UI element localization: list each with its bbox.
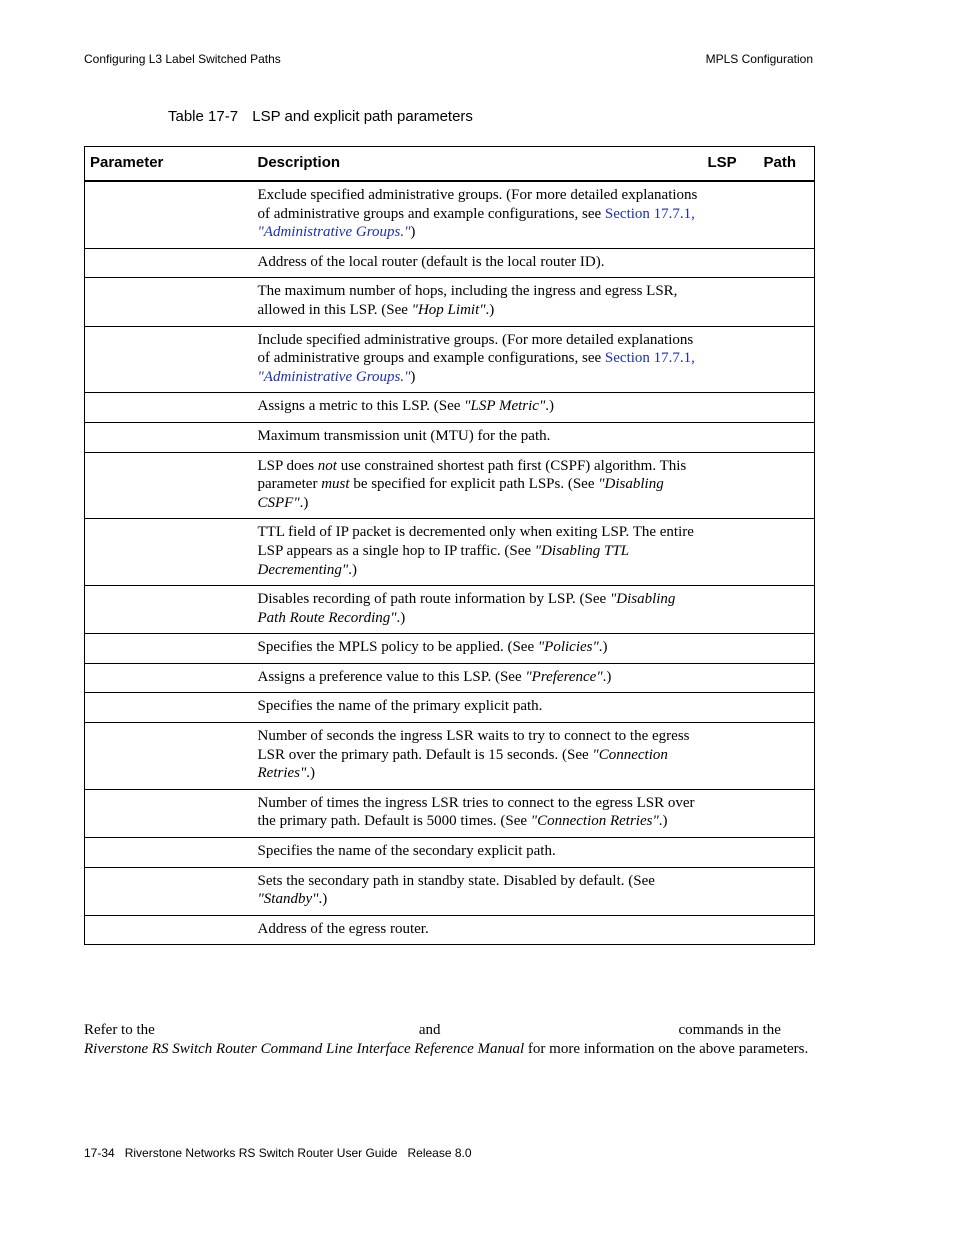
running-header-right: MPLS Configuration <box>705 52 813 66</box>
parameter-cell <box>85 663 253 693</box>
description-text: Sets the secondary path in standby state. Disabled by default. (See <box>257 872 655 889</box>
path-cell <box>759 663 815 693</box>
description-text: .) <box>299 494 309 511</box>
table-row <box>85 452 815 519</box>
emphasis-text: must <box>321 476 350 493</box>
lsp-cell <box>703 867 759 915</box>
lsp-cell <box>703 422 759 452</box>
page-number: 17-34 <box>84 1146 115 1160</box>
manual-title: Riverstone RS Switch Router Command Line Interface Reference Manual <box>84 1040 525 1057</box>
description-cell <box>253 586 703 634</box>
emphasis-text: not <box>317 457 337 474</box>
description-text: Specifies the MPLS policy to be applied. (See <box>257 639 538 656</box>
parameter-cell <box>85 915 253 945</box>
description-text: LSP does <box>257 457 318 474</box>
description-cell <box>253 634 703 664</box>
path-cell <box>759 867 815 915</box>
parameter-cell <box>85 789 253 837</box>
path-cell <box>759 915 815 945</box>
description-text: Maximum transmission unit (MTU) for the path. <box>257 427 551 444</box>
table-row <box>85 181 815 248</box>
section-link-title[interactable]: "Administrative Groups." <box>257 224 411 241</box>
description-text: Address of the local router (default is the local router ID). <box>257 253 605 270</box>
lsp-cell <box>703 723 759 790</box>
table-row <box>85 838 815 868</box>
description-cell <box>253 248 703 278</box>
lsp-cell <box>703 915 759 945</box>
table-row <box>85 278 815 326</box>
description-text: The maximum number of hops, including the ingress and egress LSR, allowed in this LSP. (See <box>257 283 678 318</box>
description-text: ) <box>410 368 416 385</box>
column-header-lsp: LSP <box>703 147 759 182</box>
lsp-cell <box>703 634 759 664</box>
description-text: be specified for explicit path LSPs. (See <box>349 476 599 493</box>
description-text: .) <box>348 561 357 578</box>
column-header-description: Description <box>253 147 703 182</box>
lsp-cell <box>703 248 759 278</box>
reference-text: "Connection Retries" <box>257 746 668 782</box>
description-cell <box>253 326 703 393</box>
reference-text: "Disabling CSPF" <box>257 476 664 511</box>
path-cell <box>759 586 815 634</box>
footer-text: Riverstone Networks RS Switch Router User Guide Release 8.0 <box>124 1146 472 1160</box>
section-link-title[interactable]: "Administrative Groups." <box>257 368 411 385</box>
description-cell <box>253 393 703 423</box>
description-text: .) <box>306 765 316 782</box>
description-cell <box>253 838 703 868</box>
table-row <box>85 663 815 693</box>
description-text: use constrained shortest path first (CSPF) algorithm. This parameter <box>257 457 687 493</box>
parameters-table <box>84 146 815 945</box>
description-cell <box>253 181 703 248</box>
parameter-cell <box>85 326 253 393</box>
path-cell <box>759 693 815 723</box>
body-text: Refer to the <box>84 1022 155 1038</box>
table-row <box>85 586 815 634</box>
path-cell <box>759 789 815 837</box>
path-cell <box>759 181 815 248</box>
parameter-cell <box>85 278 253 326</box>
path-cell <box>759 422 815 452</box>
description-cell <box>253 452 703 519</box>
lsp-cell <box>703 326 759 393</box>
description-text: Specifies the name of the secondary explicit path. <box>257 843 556 860</box>
body-text: and <box>418 1022 441 1038</box>
parameter-cell <box>85 422 253 452</box>
table-row <box>85 723 815 790</box>
lsp-cell <box>703 519 759 586</box>
lsp-cell <box>703 586 759 634</box>
path-cell <box>759 248 815 278</box>
body-text: commands in the <box>678 1022 781 1038</box>
description-text: Address of the egress router. <box>257 920 429 937</box>
parameter-cell <box>85 393 253 423</box>
lsp-cell <box>703 693 759 723</box>
reference-text: "Standby" <box>257 891 319 908</box>
reference-text: "Policies" <box>537 639 599 656</box>
description-text: ) <box>410 224 416 241</box>
parameter-cell <box>85 519 253 586</box>
table-caption-number: Table 17-7 <box>168 108 239 125</box>
description-cell <box>253 519 703 586</box>
table-row <box>85 867 815 915</box>
running-header-left: Configuring L3 Label Switched Paths <box>84 52 281 66</box>
description-cell <box>253 278 703 326</box>
description-text: .) <box>602 668 612 685</box>
reference-text: "Connection Retries" <box>530 813 659 830</box>
description-cell <box>253 422 703 452</box>
description-text: Include specified administrative groups. (For more detailed explanations of administrative groups and example configurations, see <box>257 331 694 367</box>
parameter-cell <box>85 838 253 868</box>
reference-text: "LSP Metric" <box>464 398 546 415</box>
table-row <box>85 248 815 278</box>
description-text: Number of times the ingress LSR tries to connect to the egress LSR over the primary path. Default is 5000 times. (See <box>257 794 695 830</box>
description-text: .) <box>545 398 554 415</box>
description-text: Number of seconds the ingress LSR waits to try to connect to the egress LSR over the primary path. Default is 15 seconds. (See <box>257 728 690 763</box>
lsp-cell <box>703 838 759 868</box>
column-header-path: Path <box>759 147 815 182</box>
lsp-cell <box>703 663 759 693</box>
lsp-cell <box>703 452 759 519</box>
description-cell <box>253 663 703 693</box>
table-row <box>85 393 815 423</box>
parameter-cell <box>85 248 253 278</box>
table-header-row <box>85 147 815 182</box>
description-text: Assigns a preference value to this LSP. (See <box>257 668 526 685</box>
table-row <box>85 422 815 452</box>
path-cell <box>759 838 815 868</box>
description-cell <box>253 693 703 723</box>
table-row <box>85 789 815 837</box>
body-text: for more information on the above parameters. <box>524 1040 809 1057</box>
description-text: TTL field of IP packet is decremented only when exiting LSP. The entire LSP appears as a single hop to IP traffic. (See <box>257 524 694 559</box>
path-cell <box>759 393 815 423</box>
description-text: .) <box>485 301 495 318</box>
description-cell <box>253 915 703 945</box>
column-header-parameter: Parameter <box>85 147 253 182</box>
parameter-cell <box>85 634 253 664</box>
page-footer <box>84 1146 472 1160</box>
description-text: .) <box>318 891 328 908</box>
description-cell <box>253 867 703 915</box>
reference-text: "Hop Limit" <box>411 301 486 318</box>
path-cell <box>759 278 815 326</box>
path-cell <box>759 723 815 790</box>
table-caption <box>168 108 473 125</box>
table-row <box>85 915 815 945</box>
parameter-cell <box>85 723 253 790</box>
path-cell <box>759 519 815 586</box>
parameter-cell <box>85 181 253 248</box>
description-text: .) <box>396 609 406 626</box>
body-paragraph <box>84 1021 814 1058</box>
lsp-cell <box>703 278 759 326</box>
description-cell <box>253 723 703 790</box>
description-text: Specifies the name of the primary explicit path. <box>257 698 543 715</box>
reference-text: "Preference" <box>525 668 603 685</box>
table-row <box>85 519 815 586</box>
description-text: Disables recording of path route information by LSP. (See <box>257 591 610 608</box>
path-cell <box>759 326 815 393</box>
parameter-cell <box>85 693 253 723</box>
table-row <box>85 634 815 664</box>
reference-text: "Disabling Path Route Recording" <box>257 591 676 626</box>
table-row <box>85 326 815 393</box>
parameter-cell <box>85 452 253 519</box>
path-cell <box>759 634 815 664</box>
description-text: .) <box>658 813 668 830</box>
lsp-cell <box>703 181 759 248</box>
description-cell <box>253 789 703 837</box>
reference-text: "Disabling TTL Decrementing" <box>257 542 629 578</box>
table-row <box>85 693 815 723</box>
parameter-cell <box>85 867 253 915</box>
path-cell <box>759 452 815 519</box>
section-link[interactable]: Section 17.7.1, <box>604 205 695 222</box>
lsp-cell <box>703 789 759 837</box>
description-text: .) <box>598 639 608 656</box>
table-caption-title: LSP and explicit path parameters <box>252 108 473 125</box>
section-link[interactable]: Section 17.7.1, <box>604 350 695 367</box>
description-text: Exclude specified administrative groups. (For more detailed explanations of administrative groups and example configurations, see <box>257 187 698 222</box>
lsp-cell <box>703 393 759 423</box>
description-text: Assigns a metric to this LSP. (See <box>257 398 465 415</box>
parameter-cell <box>85 586 253 634</box>
